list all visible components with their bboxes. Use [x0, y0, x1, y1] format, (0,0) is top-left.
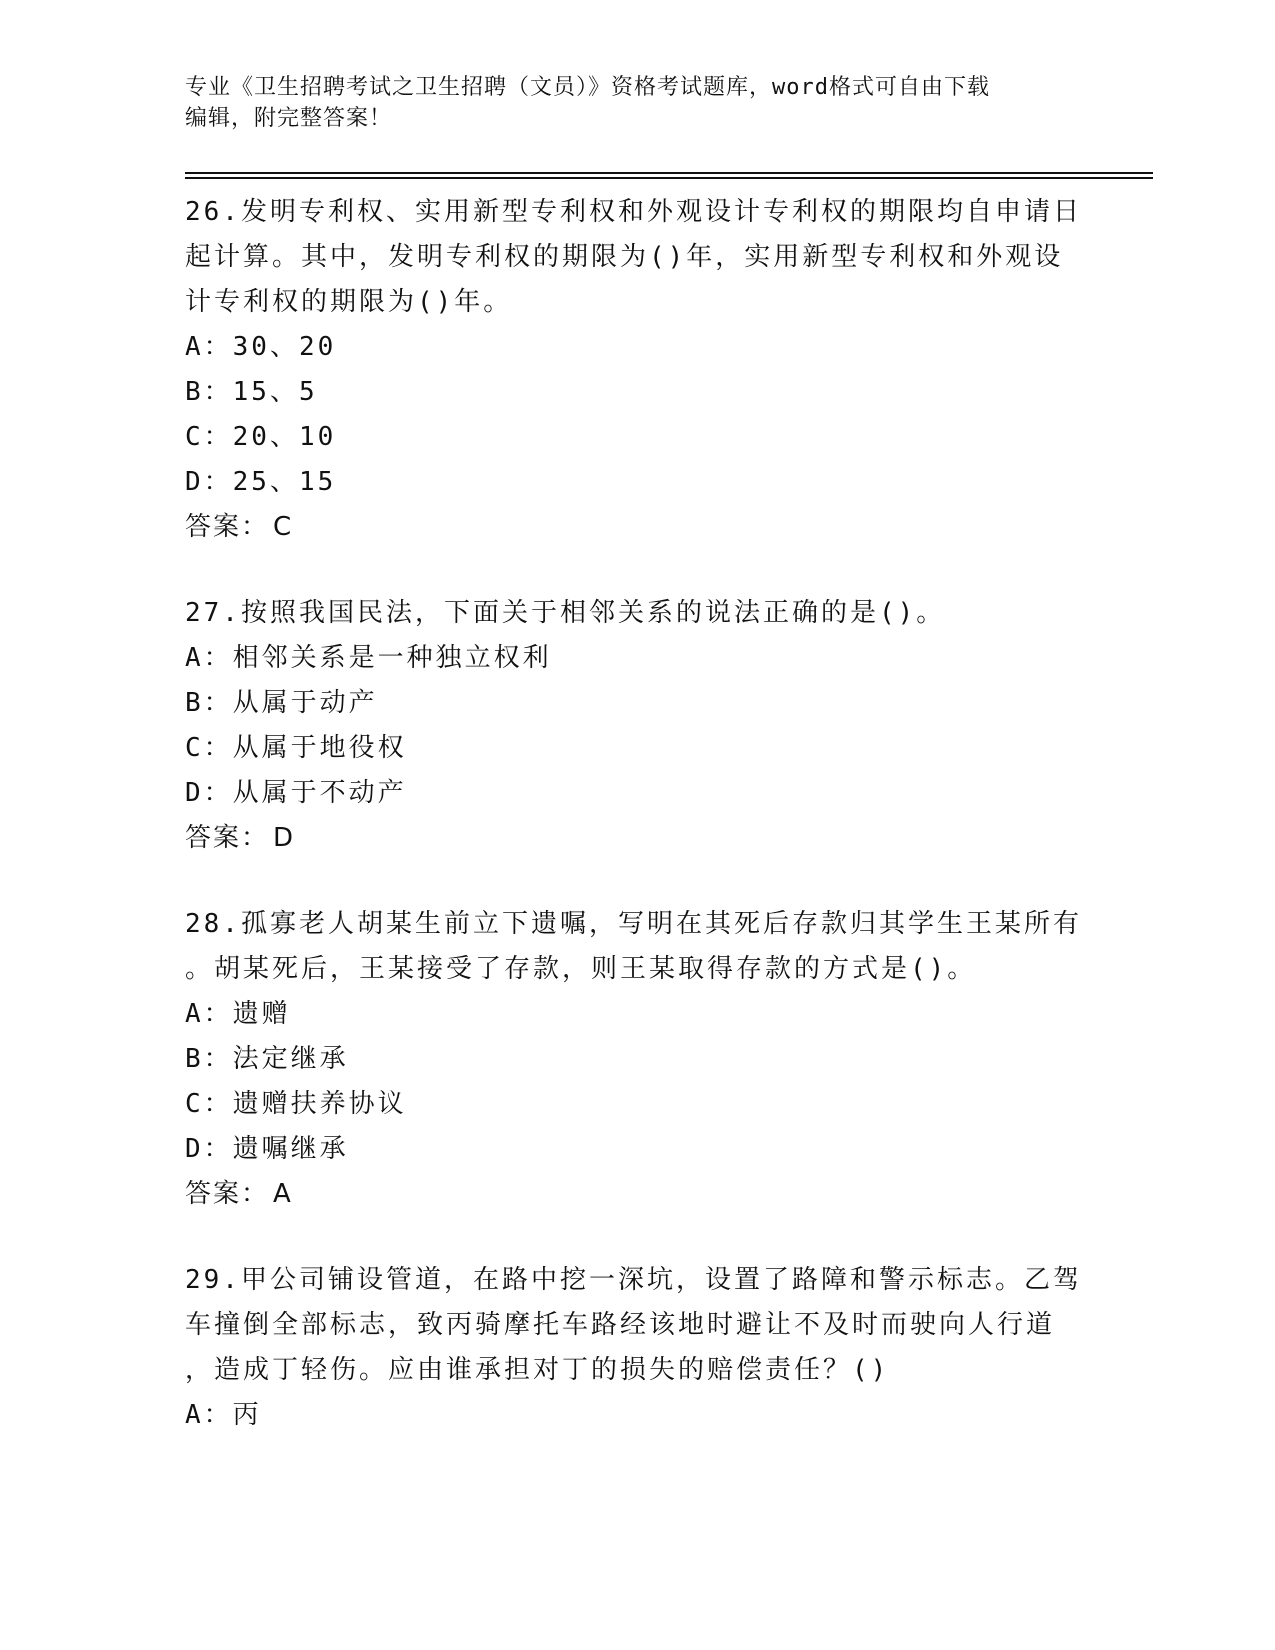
option-b: B：15、5	[185, 377, 318, 407]
option-d: D：从属于不动产	[185, 778, 407, 808]
answer-line	[185, 505, 1105, 550]
answer-value: C	[273, 512, 294, 542]
option-b: B：法定继承	[185, 1044, 349, 1074]
question-text: 。胡某死后，王某接受了存款，则王某取得存款的方式是()。	[185, 954, 977, 984]
header-line: 专业《卫生招聘考试之卫生招聘（文员）》资格考试题库，word格式可自由下载	[185, 75, 990, 100]
question-29	[185, 1258, 1105, 1438]
answer-label: 答案：	[185, 823, 270, 853]
option-a: A：相邻关系是一种独立权利	[185, 643, 552, 673]
question-text: 计专利权的期限为()年。	[185, 287, 513, 317]
header-divider-bottom	[185, 177, 1153, 179]
document-header	[185, 72, 1065, 134]
answer-value: D	[273, 823, 296, 853]
option-c: C：从属于地役权	[185, 733, 407, 763]
header-divider-top	[185, 172, 1153, 174]
option-d: D：遗嘱继承	[185, 1134, 349, 1164]
option-d: D：25、15	[185, 467, 337, 497]
option-a: A：丙	[185, 1400, 262, 1430]
question-text: 26.发明专利权、实用新型专利权和外观设计专利权的期限均自申请日	[185, 197, 1082, 227]
question-list	[185, 190, 1105, 1479]
answer-value: A	[273, 1179, 293, 1209]
answer-label: 答案：	[185, 1179, 270, 1209]
question-text: 28.孤寡老人胡某生前立下遗嘱，写明在其死后存款归其学生王某所有	[185, 909, 1082, 939]
option-a: A：遗赠	[185, 999, 291, 1029]
option-a: A：30、20	[185, 332, 337, 362]
answer-label: 答案：	[185, 512, 270, 542]
option-c: C：20、10	[185, 422, 337, 452]
answer-line	[185, 816, 1105, 861]
question-27	[185, 591, 1105, 861]
question-text: 车撞倒全部标志，致丙骑摩托车路经该地时避让不及时而驶向人行道	[185, 1310, 1056, 1340]
question-text: 27.按照我国民法，下面关于相邻关系的说法正确的是()。	[185, 598, 946, 628]
option-c: C：遗赠扶养协议	[185, 1089, 407, 1119]
question-26	[185, 190, 1105, 550]
option-b: B：从属于动产	[185, 688, 378, 718]
question-text: 29.甲公司铺设管道，在路中挖一深坑，设置了路障和警示标志。乙驾	[185, 1265, 1082, 1295]
header-line: 编辑，附完整答案！	[185, 106, 393, 131]
question-28	[185, 902, 1105, 1217]
question-text: ，造成丁轻伤。应由谁承担对丁的损失的赔偿责任？()	[185, 1355, 890, 1385]
answer-line	[185, 1172, 1105, 1217]
question-text: 起计算。其中，发明专利权的期限为()年，实用新型专利权和外观设	[185, 242, 1064, 272]
